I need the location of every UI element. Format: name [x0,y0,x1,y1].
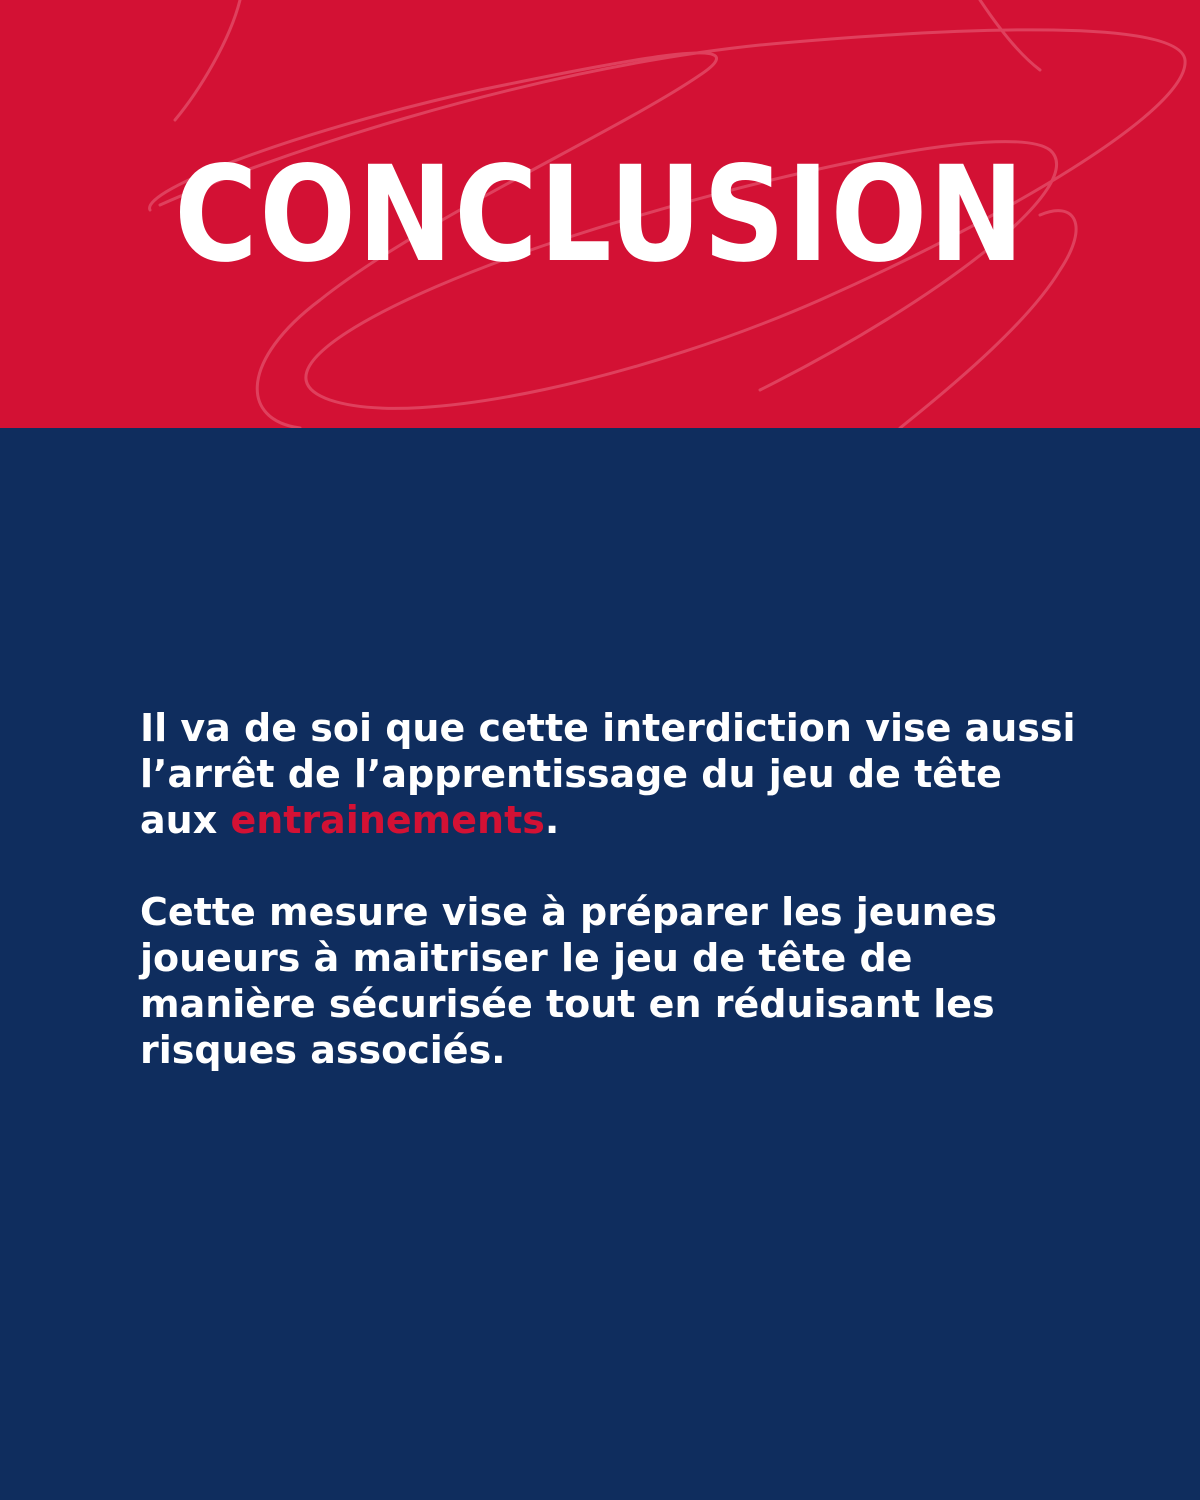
paragraph-1-text: Il va de soi que cette interdiction vise aussi l’arrêt de l’apprentissage du jeu de tête aux [140,706,1076,842]
body-text [140,705,1080,1073]
paragraph-1 [140,705,1080,843]
page-title: CONCLUSION [174,138,1026,292]
paragraph-2: Cette mesure vise à préparer les jeunes joueurs à maitriser le jeu de tête de manière sécurisée tout en réduisant les risques associés. [140,890,998,1072]
highlight-word: entrainements [230,798,545,842]
header-band [0,0,1200,428]
paragraph-1-end: . [544,798,560,842]
